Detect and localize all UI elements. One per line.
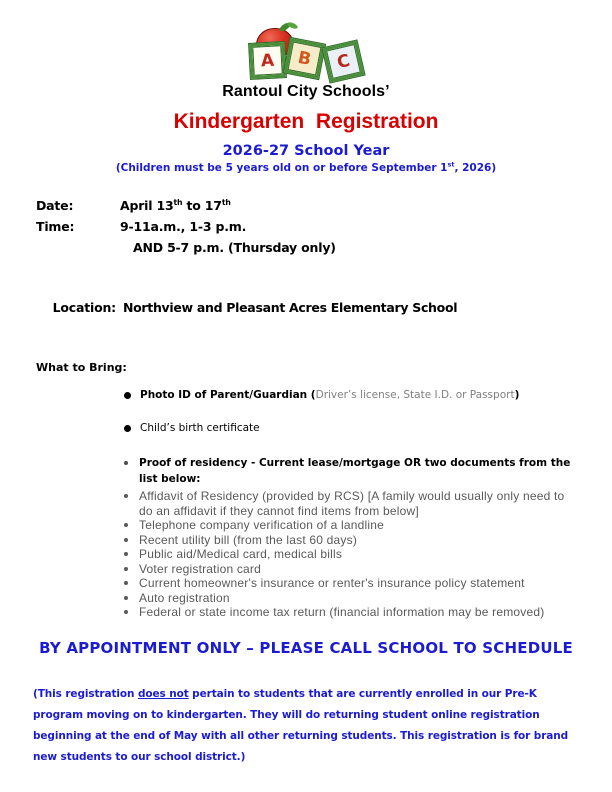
time-value: 9-11a.m., 1-3 p.m. — [120, 219, 247, 234]
bullet-icon — [124, 552, 128, 556]
bullet-icon — [124, 596, 128, 600]
page-title: Kindergarten Registration — [173, 110, 439, 133]
list-item — [124, 576, 580, 591]
list-item — [124, 518, 580, 533]
block-a-icon: A — [249, 42, 286, 79]
time-extra: AND 5-7 p.m. (Thursday only) — [133, 240, 336, 255]
list-item-text: Auto registration — [139, 590, 230, 605]
photo-id-close-paren: ) — [514, 389, 520, 401]
bullet-icon — [124, 523, 128, 527]
list-item-text: Telephone company verification of a landline — [139, 518, 384, 532]
list-item-text: Voter registration card — [139, 561, 261, 576]
footnote-emphasis: does not — [137, 687, 189, 700]
date-value-text: to 17 — [182, 198, 222, 213]
list-item-text: Child’s birth certificate — [140, 422, 260, 434]
date-value-text: April 13 — [120, 198, 174, 213]
date-superscript: th — [173, 197, 183, 207]
list-item — [124, 605, 580, 620]
list-item-photo-id — [124, 388, 580, 403]
bullet-icon — [124, 461, 128, 465]
residency-documents-list — [124, 489, 580, 620]
photo-id-gray-text: Driver’s license, State I.D. or Passport — [315, 389, 515, 401]
flyer-header — [0, 0, 612, 174]
time-label: Time: — [36, 219, 75, 234]
date-value — [120, 195, 231, 216]
date-superscript: th — [221, 197, 231, 207]
photo-id-bold-text: Photo ID of Parent/Guardian ( — [140, 389, 316, 401]
list-item-text: Public aid/Medical card, medical bills — [139, 547, 343, 561]
footnote-text: (This registration — [33, 687, 138, 700]
age-note-superscript: st — [447, 160, 455, 169]
school-name: Rantoul City Schools’ — [222, 83, 390, 100]
list-item — [124, 489, 580, 518]
age-requirement-note — [0, 162, 612, 174]
list-item-text: Federal or state income tax return (financial information may be removed) — [139, 605, 545, 619]
apple-leaf-icon — [286, 21, 298, 29]
list-item-text: Affidavit of Residency (provided by RCS) [A family would usually only need to do an affidavit if they cannot find items from below] — [139, 489, 565, 518]
bullet-icon — [124, 392, 131, 399]
bullet-icon — [124, 494, 128, 498]
location-value: Northview and Pleasant Acres Elementary School — [122, 300, 458, 315]
list-item — [124, 591, 580, 606]
location-row — [36, 285, 612, 330]
appointment-notice: BY APPOINTMENT ONLY – PLEASE CALL SCHOOL TO SCHEDULE — [39, 638, 573, 657]
list-item-text: Current homeowner's insurance or renter's insurance policy statement — [139, 576, 525, 590]
footnote-text: pertain to students that are currently enrolled in our Pre-K program moving on to kindergarten. They will do returning student online registration beginning at the end of May with all other returning students. This registration is for brand new students to our school district.) — [33, 687, 569, 763]
time-row — [36, 216, 612, 237]
bullet-icon — [124, 538, 128, 542]
location-label: Location: — [52, 300, 116, 315]
event-details — [36, 195, 612, 258]
bullet-icon — [124, 425, 131, 432]
school-year: 2026-27 School Year — [222, 143, 390, 159]
what-to-bring-list — [124, 388, 580, 620]
list-item-text: Proof of residency - Current lease/mortgage OR two documents from the list below: — [139, 457, 571, 485]
list-item-birth-certificate — [124, 421, 580, 436]
age-note-text: (Children must be 5 years old on or before September 1 — [115, 162, 448, 174]
list-item — [124, 562, 580, 577]
bullet-icon — [124, 610, 128, 614]
what-to-bring-heading: What to Bring: — [36, 361, 127, 374]
date-row — [36, 195, 612, 216]
age-note-text: , 2026) — [454, 162, 497, 174]
list-item-text — [140, 388, 519, 403]
list-item-text: Recent utility bill (from the last 60 days) — [139, 532, 358, 547]
block-c-icon: C — [323, 41, 365, 83]
bullet-icon — [124, 581, 128, 585]
footnote-paragraph — [33, 684, 579, 768]
bullet-icon — [124, 567, 128, 571]
list-item — [124, 547, 580, 562]
date-label: Date: — [36, 198, 74, 213]
list-item-proof-of-residency — [124, 455, 580, 487]
abc-blocks-logo — [244, 26, 368, 78]
list-item — [124, 533, 580, 548]
block-b-icon: B — [284, 38, 325, 79]
